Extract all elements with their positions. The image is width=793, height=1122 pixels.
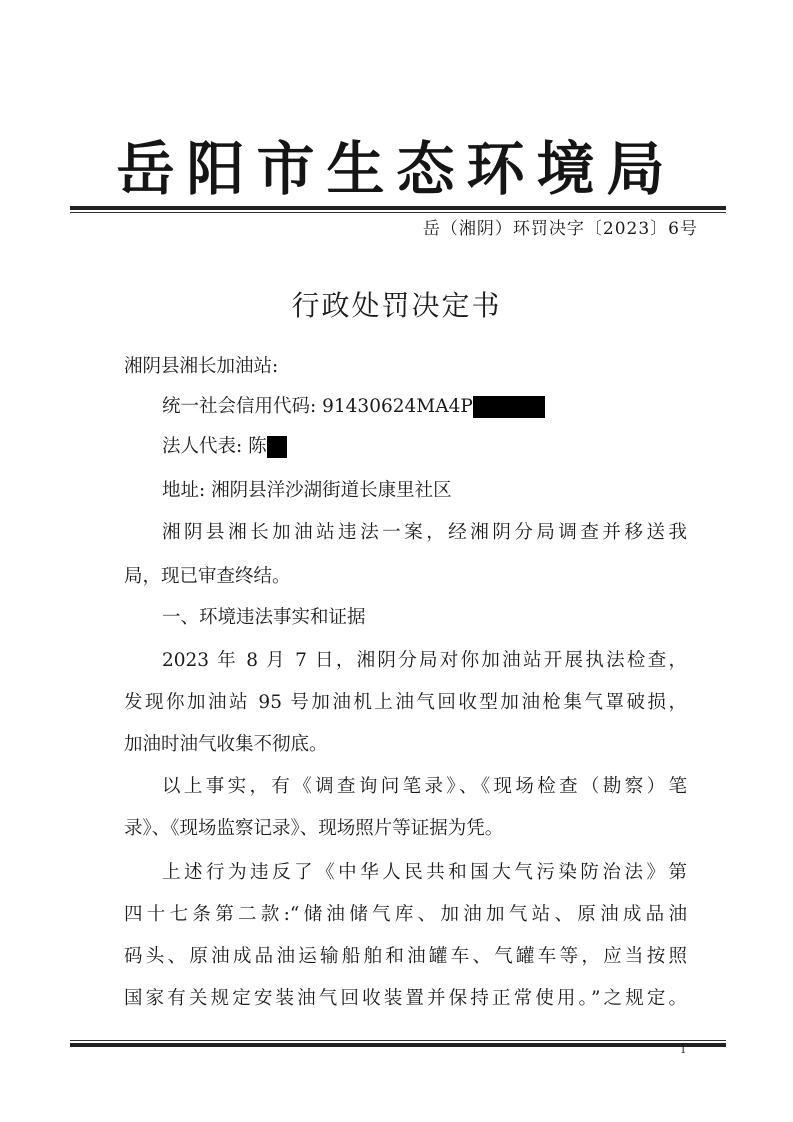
- facts-line-2: 发现你加油站 95 号加油机上油气回收型加油枪集气罩破损，: [124, 692, 687, 713]
- legal-rep-value: 陈: [248, 436, 267, 457]
- address-row: [162, 476, 452, 502]
- redaction-block: [473, 396, 545, 418]
- recipient-name: 湘阴县湘长加油站:: [124, 356, 279, 377]
- intro-line-1: 湘阴县湘长加油站违法一案，经湘阴分局调查并移送我: [162, 522, 687, 543]
- address-value: 湘阴县洋沙湖街道长康里社区: [211, 480, 452, 501]
- agency-title: 岳阳市生态环境局: [116, 135, 677, 203]
- facts-line-3: 加油时油气收集不彻底。: [124, 734, 328, 755]
- page-number: 1: [680, 1045, 687, 1056]
- credit-code-label: 统一社会信用代码:: [162, 396, 317, 417]
- intro-line-2: 局，现已审查终结。: [124, 566, 291, 587]
- legal-rep-row: [162, 432, 287, 458]
- credit-code-value: 91430624MA4P: [322, 396, 473, 417]
- law-line-1: 上述行为违反了《中华人民共和国大气污染防治法》第: [162, 862, 687, 883]
- footer-rule-thick: [70, 1043, 726, 1047]
- facts-line-1: 2023 年 8 月 7 日，湘阴分局对你加油站开展执法检查，: [162, 650, 687, 671]
- footer-rule-thin: [70, 1040, 726, 1041]
- header-rule-thin: [70, 212, 726, 213]
- law-line-3: 码头、原油成品油运输船舶和油罐车、气罐车等，应当按照: [124, 946, 687, 967]
- header-rule-thick: [70, 206, 726, 210]
- document-title: 行政处罚决定书: [291, 289, 502, 322]
- law-line-4: 国家有关规定安装油气回收装置并保持正常使用。”之规定。: [124, 988, 687, 1009]
- document-number: 岳（湘阴）环罚决字〔2023〕6号: [422, 219, 698, 239]
- redaction-block: [267, 436, 287, 458]
- address-label: 地址:: [162, 480, 206, 501]
- legal-rep-label: 法人代表:: [162, 436, 243, 457]
- evidence-line-2: 录》、《现场监察记录》、现场照片等证据为凭。: [124, 818, 504, 839]
- evidence-line-1: 以上事实，有《调查询问笔录》、《现场检查（勘察）笔: [162, 776, 687, 797]
- credit-code-row: [162, 392, 545, 418]
- law-line-2: 四十七条第二款:“储油储气库、加油加气站、原油成品油: [124, 904, 687, 925]
- section-heading: 一、环境违法事实和证据: [162, 607, 366, 628]
